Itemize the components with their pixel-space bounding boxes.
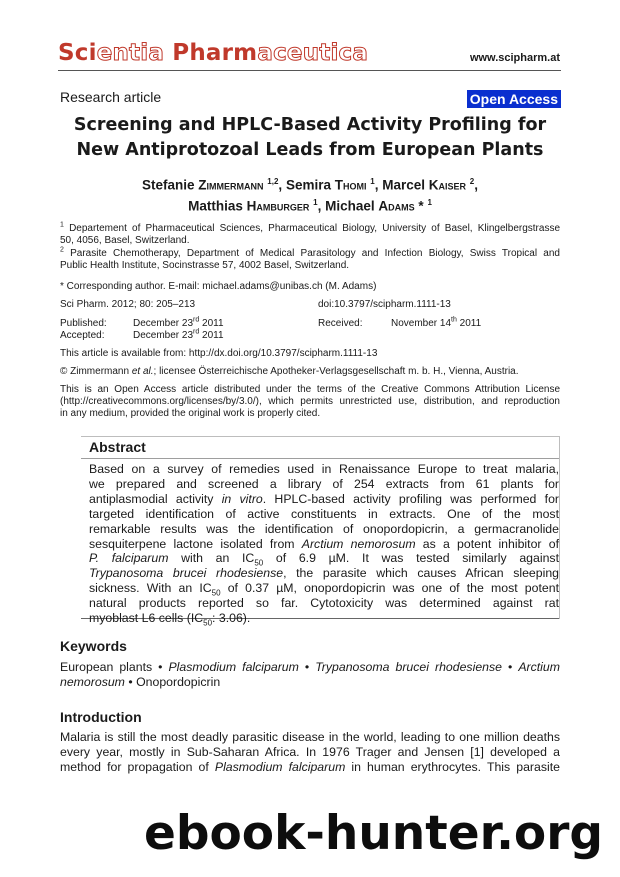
doi: doi:10.3797/scipharm.1111-13 [318,299,451,310]
abstract-text: Based on a survey of remedies used in Renaissance Europe to treat malaria, we prepared and screened a library of 254 extracts from 61 plants for antiplasmodial activity in vitro. HPLC-based activity profiling was performed for targeted identification of active constituents in extracts. One of the most remarkable results was the identification of onopordopicrin, a germacranolide sesquiterpene lactone isolated from Arctium nemorosum as a potent inhibitor of P. falciparum with an $IC_{50}$ of 6.9 µM. It was tested similarly against Trypanosoma brucei rhodesiense, the parasite which causes African sleeping sickness. With an $IC_{50}$ of 0.37 µM, onopordopicrin was one of the most potent natural products reported so far. Cytotoxicity was determined against rat myoblast L6 cells ($IC_{50}$: 3.06). [89,462,560,628]
affiliation-2: $^2$ Parasite Chemotherapy, Department of Medical Parasitology and Infection Biology, Swiss Tropical and Public Health Institute, Socinstrasse 57, 4002 Basel, Switzerland. [60,246,560,271]
received-date: November 14th 2011 [391,316,482,329]
published-label: Published: [60,318,107,329]
accepted-date: December 23rd 2011 [133,328,224,341]
author-list: Stefanie Zimmermann $^{1,2}$, Semira Thomi $^1$, Marcel Kaiser $^2$, Matthias Hamburger $^1$, Michael Adams * $^1$ [141,177,479,213]
article-type: Research article [60,89,162,105]
accepted-label: Accepted: [60,330,105,341]
received-label: Received: [318,318,363,329]
keywords-heading: Keywords [60,638,127,654]
journal-website[interactable]: www.scipharm.at [469,52,560,64]
introduction-heading: Introduction [60,709,142,725]
corresponding-author: * Corresponding author. E-mail: michael.adams@unibas.ch (M. Adams) [60,281,377,292]
journal-logo: Scientia Pharmaceutica [58,40,369,66]
open-access-badge: Open Access [467,90,561,108]
article-title: Screening and HPLC-Based Activity Profiling for New Antiprotozoal Leads from European Plants [73,115,547,160]
introduction-text: Malaria is still the most deadly parasitic disease in the world, leading to one million deaths every year, mostly in Sub-Saharan Africa. In 1976 Trager and Jensen [1] developed a method for propagation of Plasmodium falciparum in human erythrocytes. This parasite [60,730,560,774]
published-date: December 23rd 2011 [133,316,224,329]
abstract-heading: Abstract [89,439,146,455]
affiliation-1: $^1$ Departement of Pharmaceutical Sciences, Pharmaceutical Biology, University of Basel, Klingelbergstrasse 50, 4056, Basel, Switzerland. [60,221,561,246]
abstract-heading-rule [81,458,559,459]
availability-note: This article is available from: http://dx.doi.org/10.3797/scipharm.1111-13 [60,348,378,359]
keywords-list: European plants • Plasmodium falciparum • Trypanosoma brucei rhodesiense • Arctium nemorosum • Onopordopicrin [60,660,560,689]
watermark-text: ebook-hunter.org [144,806,604,861]
copyright-note: © Zimmermann et al.; licensee Österreichische Apotheker-Verlagsgesellschaft m. b. H., Vienna, Austria. [60,366,519,377]
citation: Sci Pharm. 2012; 80: 205–213 [60,299,196,310]
header-divider [58,70,561,71]
license-note: This is an Open Access article distributed under the terms of the Creative Commons Attribution License (http://creativecommons.org/licenses/by/3.0/), which permits unrestricted use, distribution, and reproduction in any medium, provided the original work is properly cited. [60,384,560,419]
